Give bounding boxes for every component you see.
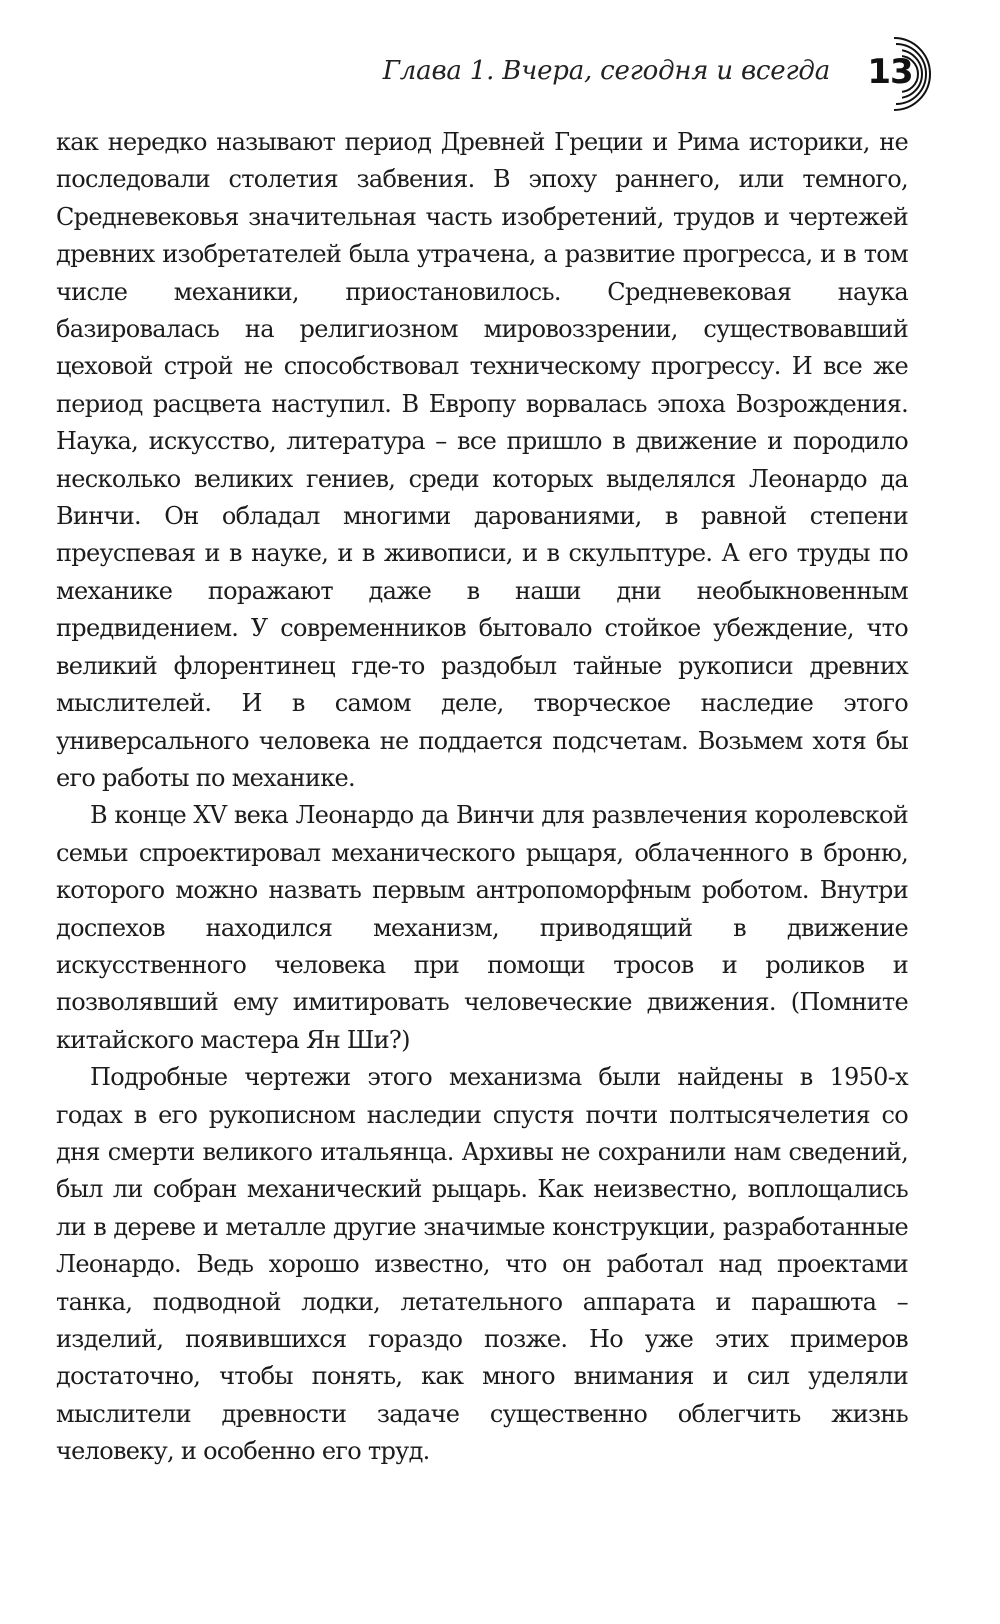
- paragraph-2: В конце XV века Леонардо да Винчи для развлечения королевской семьи спроектировал механического рыцаря, облаченного в броню, которого можно назвать первым антропоморфным роботом. Внутри доспехов находился механизм, приводящий в движение искусственного человека при помощи тросов и роликов и позволявший ему имитировать человеческие движения. (Помните китайского мастера Ян Ши?): [56, 801, 908, 1054]
- chapter-title: Глава 1. Вчера, сегодня и всегда: [382, 56, 830, 86]
- running-header: [383, 32, 940, 116]
- body-text: [56, 124, 908, 1471]
- page-number-badge: [856, 32, 940, 116]
- paragraph-1: как нередко называют период Древней Греции и Рима историки, не последовали столетия забвения. В эпоху раннего, или темного, Средневековья значительная часть изобретений, трудов и чертежей древних изобретателей была утрачена, а развитие прогресса, и в том числе механики, приостановилось. Средневековая наука базировалась на религиозном мировоззрении, существовавший цеховой строй не способствовал техническому прогрессу. И все же период расцвета наступил. В Европу ворвалась эпоха Возрождения. Наука, искусство, литература – все пришло в движение и породило несколько великих гениев, среди которых выделялся Леонардо да Винчи. Он обладал многими дарованиями, в равной степени преуспевая и в науке, и в живописи, и в скульптуре. А его труды по механике поражают даже в наши дни необыкновенным предвидением. У современников бытовало стойкое убеждение, что великий флорентинец где-то раздобыл тайные рукописи древних мыслителей. И в самом деле, творческое наследие этого универсального человека не поддается подсчетам. Возьмем хотя бы его работы по механике.: [56, 128, 908, 792]
- page-number: 13: [867, 52, 913, 92]
- paragraph-3: Подробные чертежи этого механизма были найдены в 1950-х годах в его рукописном наследии спустя почти полтысячелетия со дня смерти великого итальянца. Архивы не сохранили нам сведений, был ли собран механический рыцарь. Как неизвестно, воплощались ли в дереве и металле другие значимые конструкции, разработанные Леонардо. Ведь хорошо известно, что он работал над проектами танка, подводной лодки, летательного аппарата и парашюта – изделий, появившихся гораздо позже. Но уже этих примеров достаточно, чтобы понять, как много внимания и сил уделяли мыслители древности задаче существенно облегчить жизнь человеку, и особенно его труд.: [56, 1063, 908, 1466]
